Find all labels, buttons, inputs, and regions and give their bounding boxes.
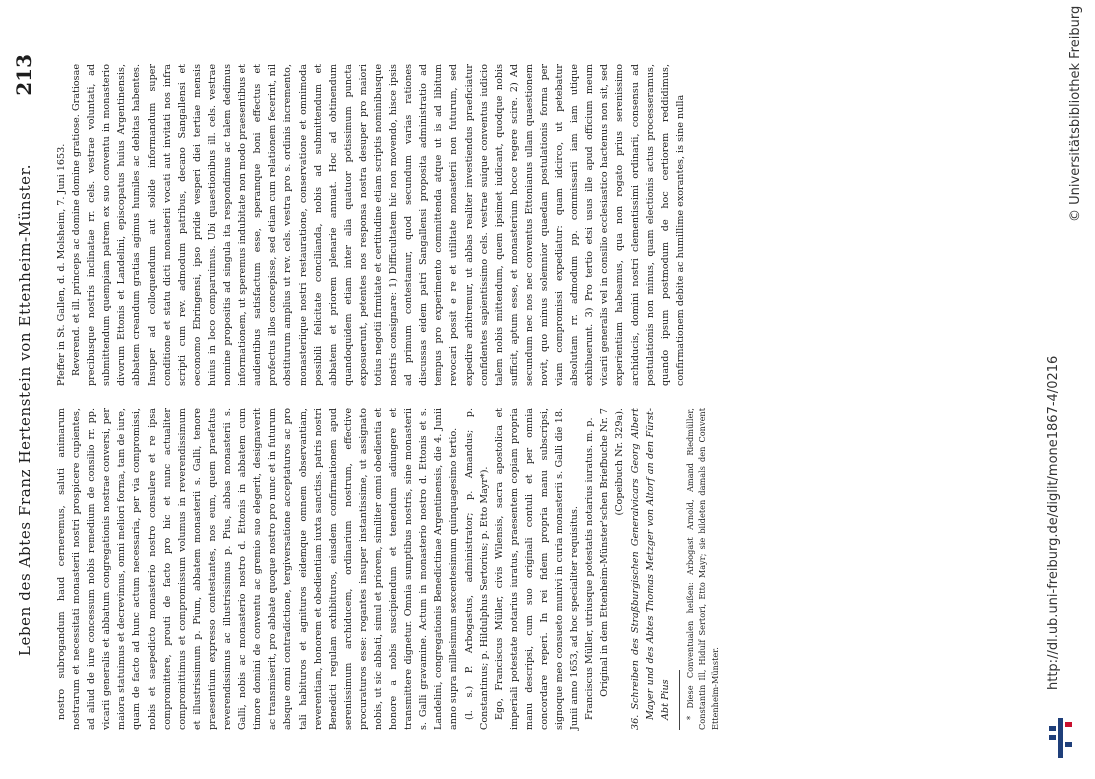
logo-bar-right [1065, 742, 1072, 747]
logo-bar-vertical [1058, 718, 1063, 758]
paragraph: (l. s.) P. Arbogastus, administrator; p. Amandus; p. Constantinus; p. Hildulphus Sertorius; p. Etto Mayr*). [463, 408, 490, 730]
left-text-column [54, 408, 721, 730]
ub-freiburg-logo [1049, 718, 1073, 758]
source-note: Original in dem Ettenheim-Münster'schen Briefbuche Nr. 7 (Copeibuch Nr. 329a). [599, 408, 626, 697]
document-heading-continued: Pfeffer in St. Gallen, d. d. Molsheim, 7. Juni 1653. [56, 143, 67, 386]
paragraph: Reverend. et ill. princeps ac domine domine gratiose. Gratiosae precibusque nostris inclinatae rr. cels. vestrae voluntati, ad submittendum quempiam patrem ex suo conventu in monasterio divorum Ettonis et Landelini, episcopatus huius Argentinensis, abbatem creandum gratias agimus humiles ac debitas habentes. Insuper ad colloquendum aut solide informandum super conditione et statu dicti monasterii vocati aut invitati nos infra scripti cum rev. admodum patribus, decano Sangallensi et oeconomo Ebringensi, ipso pridie vesperi diei tertiae mensis huius in loco comparuimus. Ubi quaestionibus ill. cels. vestrae nomine propositis ad singula ita respondimus ac talem dedimus informationem, ut speremus indubitate non modo praesentibus et audientibus satisfactum esse, speramque boni effectus et profectus illos concepisse, sed etiam cum relationem fecerint, nil obstiturum amplius ut rev. cels. vestra pro s. ordinis incremento, monasteriique nostri restauratione, conservatione et omnimoda possibili felicitate concilianda, nobis ad submittendum et abbatem et priorem plenarie annuat. Hoc ad obtinendum quandoquidem etiam inter alia quatuor potissimum puncta exposuerunt, petentes nos responsa nostra desuper pro maiori totius negotii firmitate et certitudine etiam scriptis nominibusque nostris consignare: 1) Difficultatem hic non movendo, hisce ipsis ad primum contestamur, quod secundum varias rationes discussas eidem patri Sangallensi proposita administratio ad tempus pro experimento committenda atque ut is ad libitum revocari possit e re et utilitate monasterii non futurum, sed expedire arbitremur, ut abbas realiter investiendus praeficiatur confidentes sapientissimo cels. vestrae suique conventus iudicio talem nobis mittendum, quem ipsimet iudicant, quodque nobis sufficit, aptum esse, et monasterium hocce regere scire. 2) Ad secundum nec nos nec conventus Ettonianus ullam quaestionem novit, quo minus solemnior quaedam postulationis forma per viam compromissi expediatur: quam idcirco, ut petebatur absolutam rr. admodum pp. commissarii iam iam utique exhibuerunt. 3) Pro tertio etsi usus ille apud officium meum vicarii generalis vel in consilio ecclesiastico hactenus non sit, sed experientiam habeamus, qua non rogato prius serenissimo archiducis, domini nostri clementissimi ordinarii, consensu ad postulationis non minus, quam electionis actus processeramus, quando ipsum postmodum de hoc certiorem reddidimus, confirmationem debite ac humillime exorantes, is sine nulla [71, 64, 686, 386]
footnote: * Diese Conventualen heißen: Arbogast Arnold, Amand Riedmüller, Constantin Ill, Hidulf Sertori, Etto Mayr; sie bildeten damals den Convent Ettenheim-Münster. [684, 408, 720, 730]
footnote-rule [679, 670, 680, 730]
paragraph: Franciscus Müller, utriusque potestatis notarius iuratus. m. p. [584, 417, 596, 720]
permalink-url[interactable]: http://dl.ub.uni-freiburg.de/diglit/mone1867-4/0216 [1046, 355, 1061, 690]
paragraph: nostro subrogandum haud cerneremus, saluti animarum nostrarum et necessitati monasterii nostri prospicere cupientes, ad aliud de iure concessum nobis remedium de consilio rr. pp. vicarii generalis et abbatum congregationis nostrae conversi, per maiora statuimus et decrevimus, omni meliori forma, tam de iure, quam de facto ad hunc actum necessaria, per via compromissi, nobis et saepedicto monasterio nostro consulere et re ipsa compromittere, prouti de facto pro hic et nunc actualiter compromittimus et compromissum volumus in reverendissimum et illustrissimum p. Pium, abbatem monasterii s. Galli, tenore praesentium expresso contestantes, nos eum, quem praefatus reverendissimus ac illustrissimus p. Pius, abbas monasterii s. Galli, nobis ac monasterio nostro d. Ettonis in abbatem cum timore domini de conventu ac gremio suo elegerit, designaverit ac transmiserit, pro abbate quoque nostro pro nunc et in futurum absque omni contradictione, tergiversatione acceptaturos ac pro tali habituros et agnituros eidemque omnem observantiam, reverentiam, honorem et obedientiam iuxta sanctiss. patris nostri Benedicti regulam exhibituros, eiusdem confirmationem apud serenissimum archiducem, ordinarium nostrum, effective procuraturos esse: rogantes insuper instantissime, ut assignato nobis, ut sic abbati, simul et priorem, similiter omni obedientia et honore a nobis suscipiendum et tenendum adiungere et transmittere dignetur. Omnia sumptibus nostris, sine monasterii s. Galli gravamine. Actum in monasterio nostro d. Ettonis et s. Landelini, congregationis Benedictinae Argentinensis, die 4. Junii anno supra millesimum sexcentesimum quinquagesimo tertio. [56, 408, 460, 730]
paragraph: Ego, Franciscus Müller, civis Wilensis, sacra apostolica et imperiali potestate notarius iuratus, praesentem copiam propria manu descripsi, cum suo originali contuli et per omnia concordare reperi. In rei fidem propria manu subscripsi, signoque meo consueto munivi in curia monasterii s. Galli die 18. Junii anno 1653, ad hoc specialiter requisitus. [493, 408, 581, 730]
document-heading: 36. Schreiben des Straßburgischen Generalvicars Georg Albert Mayer und des Abtes Thomas Metzger von Altorf an den Fürst-Abt Pius [629, 408, 671, 730]
page-number: 213 [12, 54, 36, 96]
copyright-notice: © Universitätsbibliothek Freiburg [1068, 5, 1083, 222]
logo-bar-left [1049, 735, 1056, 740]
logo-bar-right [1065, 722, 1072, 727]
logo-bar-left [1049, 726, 1056, 731]
right-text-column [54, 64, 688, 386]
page-header [12, 54, 38, 726]
rotated-book-page [10, 40, 1030, 740]
running-title: Leben des Abtes Franz Hertenstein von Ettenheim-Münster. [16, 163, 34, 657]
